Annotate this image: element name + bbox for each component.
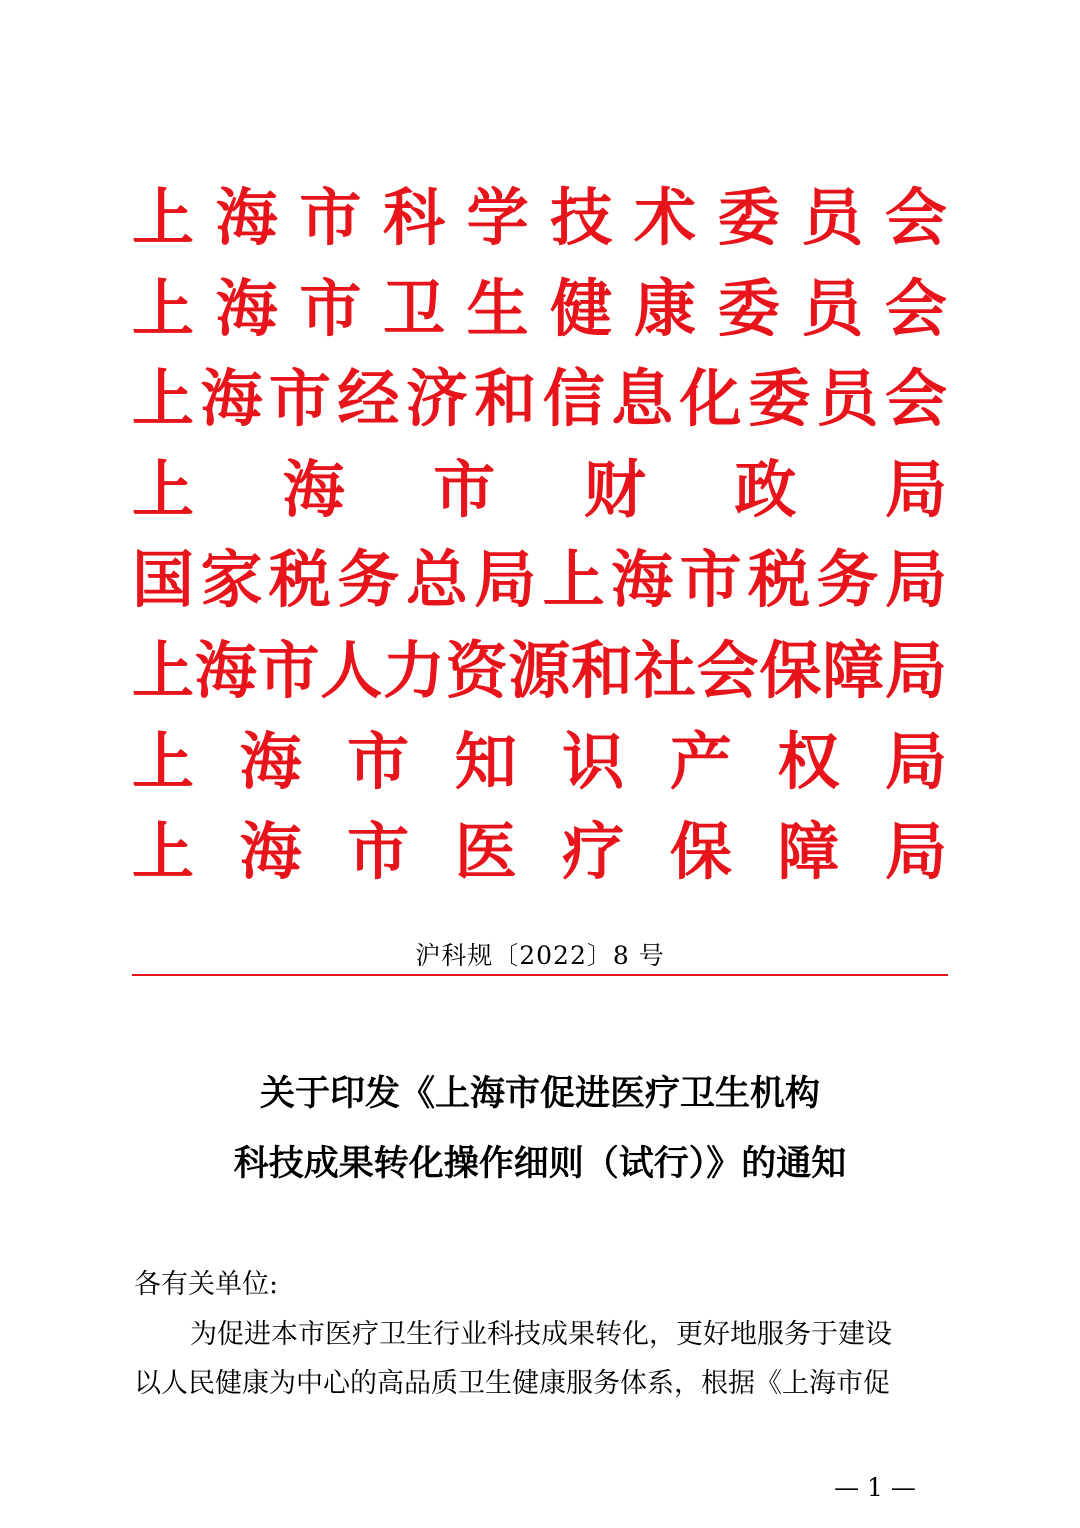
issuer-character: 委: [717, 181, 780, 254]
issuer-character: 识: [562, 725, 625, 798]
issuer-line: [132, 539, 947, 621]
issuer-character: 海: [215, 181, 278, 254]
issuer-character: 康: [633, 272, 696, 345]
issuer-character: 政: [734, 453, 797, 526]
document-title-line-1: 关于印发《上海市促进医疗卫生机构: [259, 1074, 820, 1114]
document-number: 沪科规〔2022〕8 号: [415, 941, 665, 970]
issuer-character: 局: [884, 634, 947, 707]
issuer-character: 市: [299, 181, 362, 254]
issuer-character: 上: [132, 453, 195, 526]
issuer-line: [132, 811, 947, 893]
issuer-character: 生: [466, 272, 529, 345]
issuer-character: 局: [474, 543, 537, 616]
issuer-character: 税: [748, 543, 811, 616]
page-number: — 1 —: [834, 1473, 916, 1502]
issuer-character: 海: [239, 815, 302, 888]
issuer-character: 障: [822, 634, 885, 707]
issuer-character: 会: [696, 634, 759, 707]
issuer-character: 委: [717, 272, 780, 345]
issuer-character: 上: [132, 181, 195, 254]
issuer-character: 海: [282, 453, 345, 526]
issuer-character: 财: [583, 453, 646, 526]
issuer-character: 海: [200, 362, 263, 435]
issuer-line: [132, 449, 947, 531]
issuer-character: 局: [884, 453, 947, 526]
issuer-character: 税: [268, 543, 331, 616]
body-paragraph-line-2: 以人民健康为中心的高品质卫生健康服务体系，根据《上海市促: [134, 1368, 890, 1399]
issuer-character: 知: [454, 725, 517, 798]
issuer-character: 务: [816, 543, 879, 616]
issuer-character: 医: [454, 815, 517, 888]
issuer-line: [132, 630, 947, 712]
issuer-character: 保: [759, 634, 822, 707]
issuer-character: 信: [542, 362, 605, 435]
issuer-line: [132, 358, 947, 440]
issuer-character: 会: [884, 362, 947, 435]
issuer-character: 健: [550, 272, 613, 345]
issuer-character: 家: [200, 543, 263, 616]
issuer-line: [132, 721, 947, 803]
issuer-character: 市: [347, 815, 410, 888]
issuer-character: 市: [257, 634, 320, 707]
issuer-character: 疗: [562, 815, 625, 888]
issuer-character: 卫: [382, 272, 445, 345]
issuer-character: 员: [801, 181, 864, 254]
issuer-character: 海: [215, 272, 278, 345]
body-paragraph-line-1: 为促进本市医疗卫生行业科技成果转化，更好地服务于建设: [190, 1319, 892, 1350]
issuer-character: 上: [132, 815, 195, 888]
red-divider-line: [132, 974, 948, 976]
issuer-character: 总: [405, 543, 468, 616]
issuer-character: 人: [320, 634, 383, 707]
issuer-character: 海: [239, 725, 302, 798]
issuer-character: 市: [433, 453, 496, 526]
issuer-character: 技: [550, 181, 613, 254]
issuer-character: 局: [884, 543, 947, 616]
issuer-character: 上: [132, 725, 195, 798]
document-title-line-2: 科技成果转化操作细则（试行）》的通知: [233, 1144, 847, 1184]
issuer-line: [132, 268, 947, 350]
issuer-character: 海: [611, 543, 674, 616]
issuer-character: 力: [382, 634, 445, 707]
issuer-character: 济: [405, 362, 468, 435]
issuer-character: 会: [884, 272, 947, 345]
issuer-character: 经: [337, 362, 400, 435]
issuer-character: 上: [542, 543, 605, 616]
issuer-character: 国: [132, 543, 195, 616]
issuer-character: 上: [132, 634, 195, 707]
issuer-character: 资: [445, 634, 508, 707]
issuer-character: 障: [777, 815, 840, 888]
issuer-character: 上: [132, 362, 195, 435]
issuer-character: 员: [816, 362, 879, 435]
issuer-character: 市: [268, 362, 331, 435]
issuer-character: 社: [633, 634, 696, 707]
issuer-character: 权: [777, 725, 840, 798]
issuer-character: 和: [571, 634, 634, 707]
issuer-character: 上: [132, 272, 195, 345]
issuer-character: 源: [508, 634, 571, 707]
issuer-character: 产: [669, 725, 732, 798]
salutation: 各有关单位:: [134, 1269, 279, 1300]
issuer-character: 员: [801, 272, 864, 345]
issuer-character: 术: [633, 181, 696, 254]
issuer-character: 会: [884, 181, 947, 254]
issuer-character: 市: [299, 272, 362, 345]
issuer-line: [132, 177, 947, 259]
issuer-character: 海: [194, 634, 257, 707]
issuer-character: 保: [669, 815, 732, 888]
issuer-character: 委: [748, 362, 811, 435]
issuer-character: 科: [382, 181, 445, 254]
issuer-character: 务: [337, 543, 400, 616]
issuer-character: 市: [347, 725, 410, 798]
issuer-character: 和: [474, 362, 537, 435]
issuer-character: 局: [884, 815, 947, 888]
issuer-character: 学: [466, 181, 529, 254]
issuer-character: 市: [679, 543, 742, 616]
issuer-character: 局: [884, 725, 947, 798]
issuer-character: 息: [611, 362, 674, 435]
issuer-character: 化: [679, 362, 742, 435]
